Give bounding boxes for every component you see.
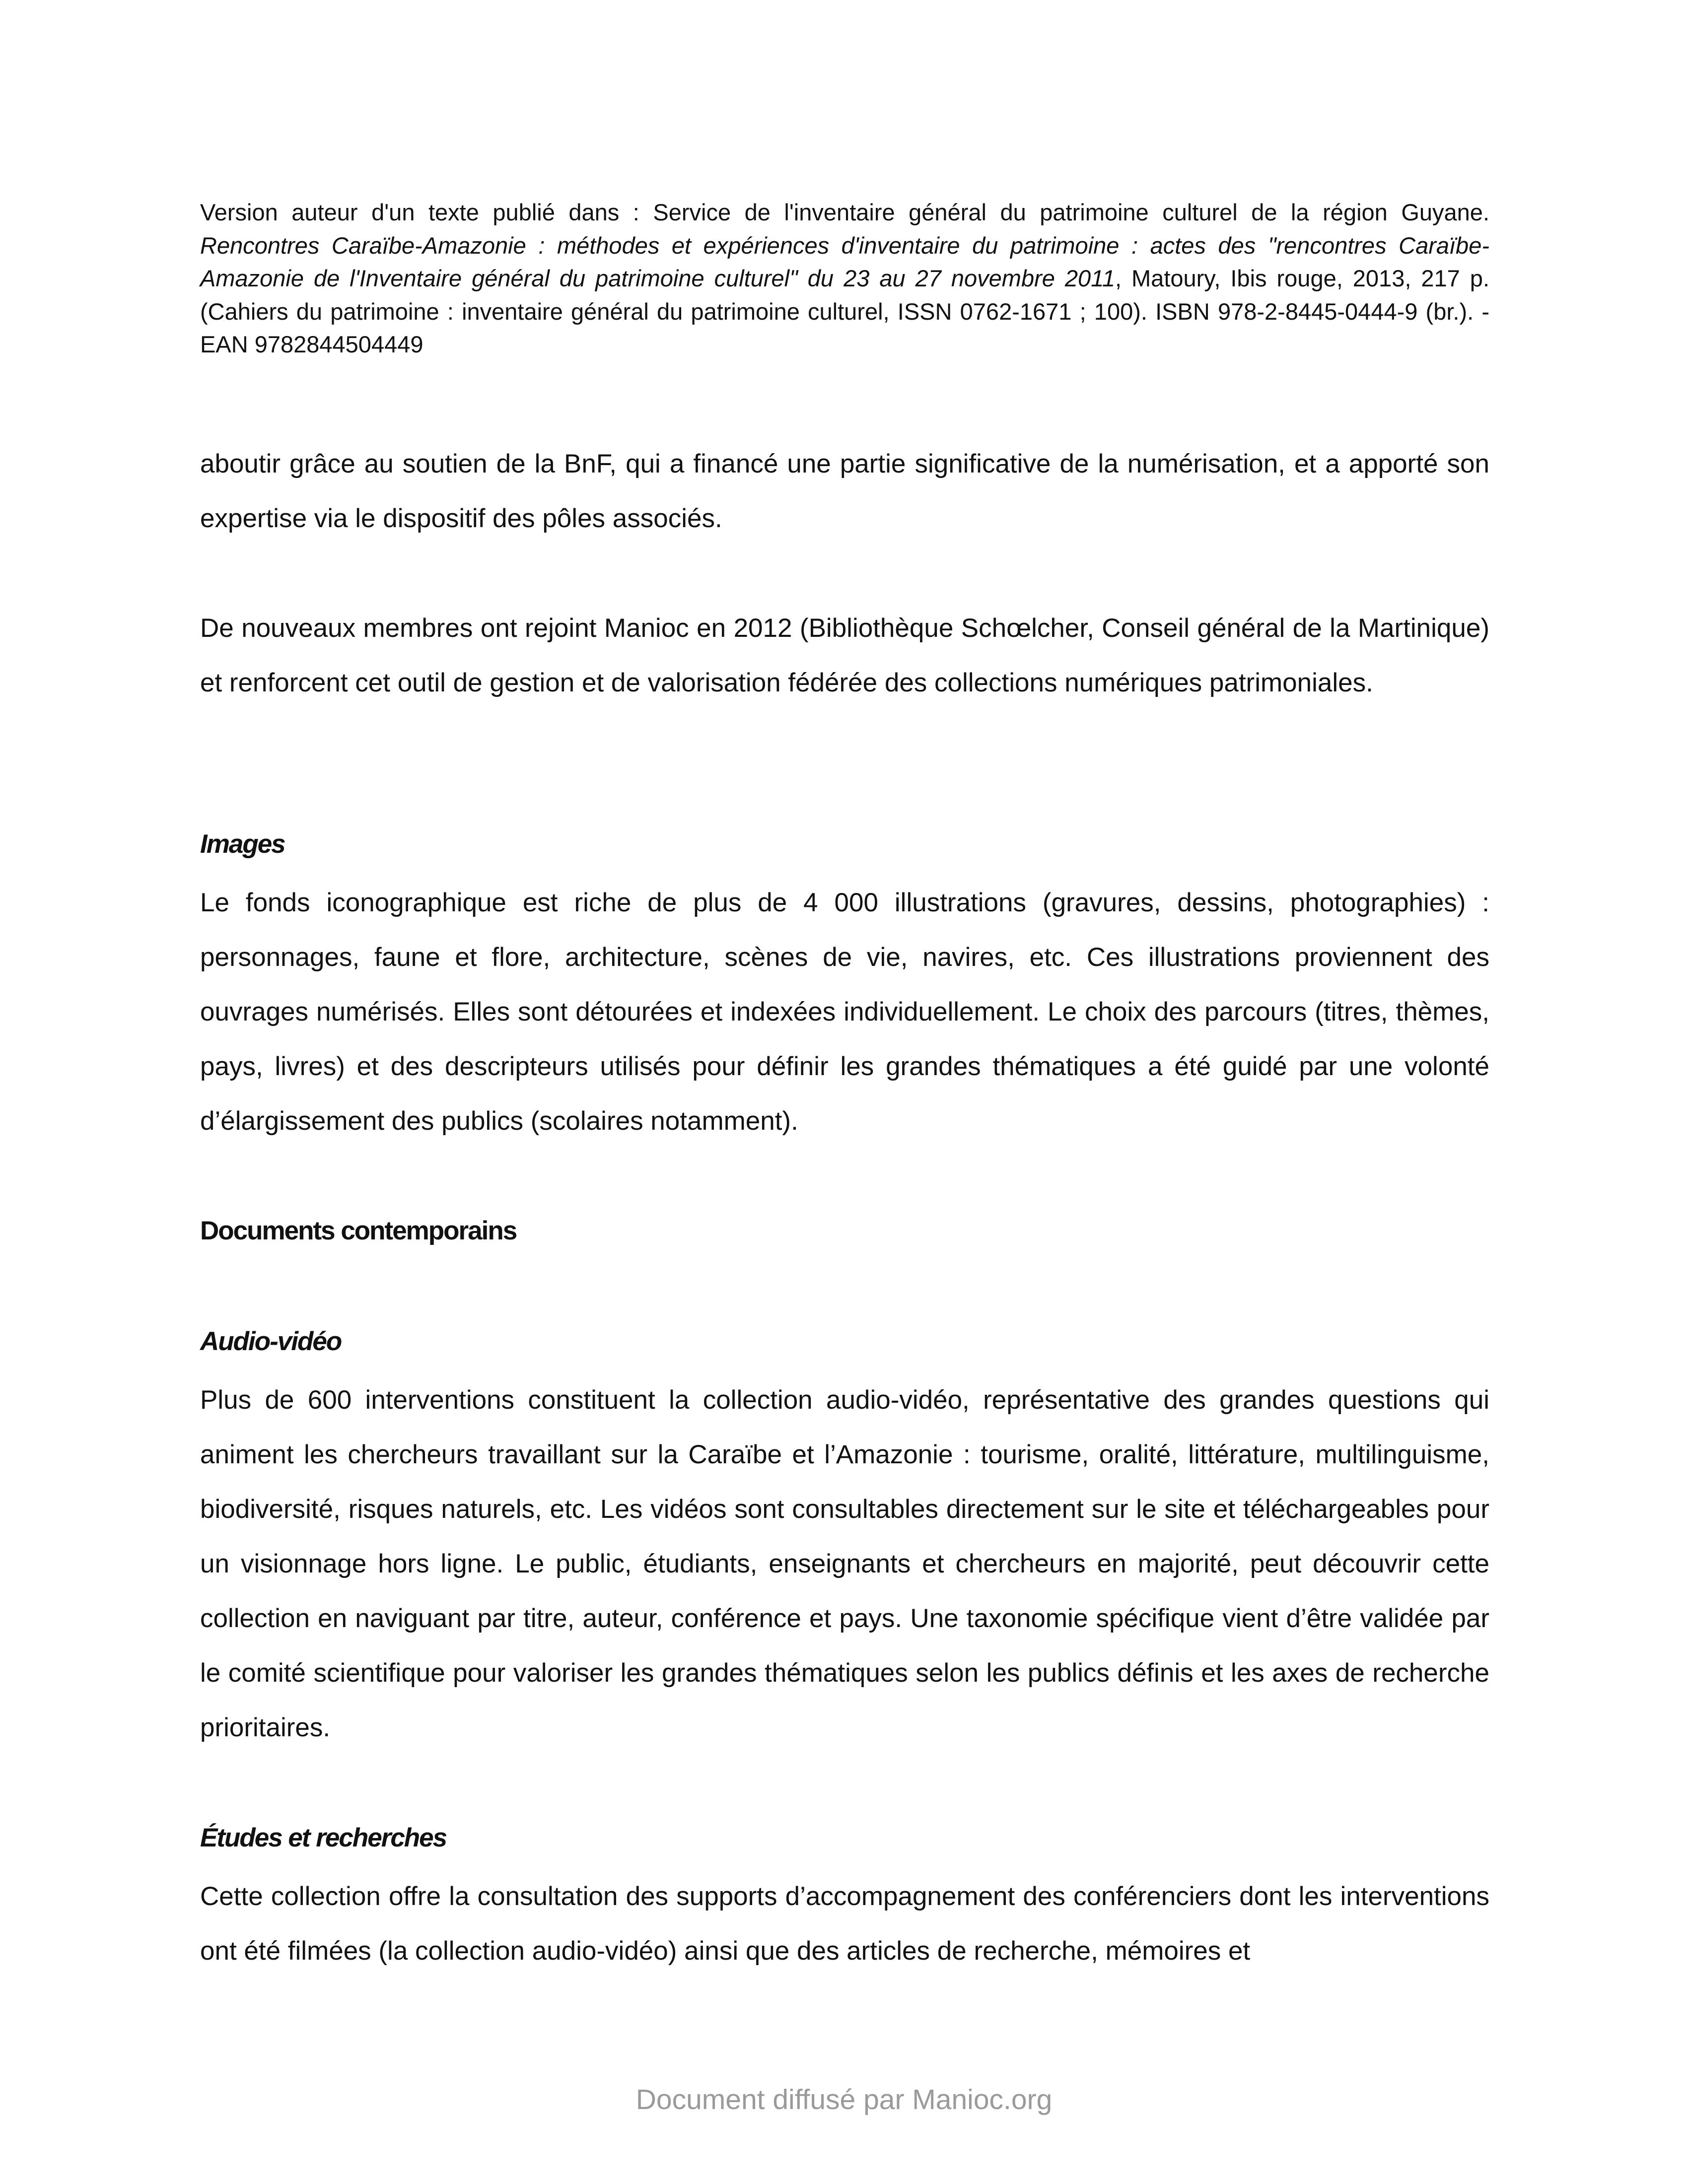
paragraph-new-members: De nouveaux membres ont rejoint Manioc en 2012 (Bibliothèque Schœlcher, Conseil général de la Martinique) et renforcent cet outil de gestion et de valorisation fédérée des collections numériques patrimoniales. <box>200 614 1489 697</box>
heading-etudes-recherches: Études et recherches <box>200 1823 447 1852</box>
paragraph-audio-video: Plus de 600 interventions constituent la collection audio-vidéo, représentative des grandes questions qui animent les chercheurs travaillant sur la Caraïbe et l’Amazonie : tourisme, oralité, littérature, multilinguisme, biodiversité, risques naturels, etc. Les vidéos sont consultables directement sur le site et téléchargeables pour un visionnage hors ligne. Le public, étudiants, enseignants et chercheurs en majorité, peut découvrir cette collection en naviguant par titre, auteur, conférence et pays. Une taxonomie spécifique vient d’être validée par le comité scientifique pour valoriser les grandes thématiques selon les publics définis et les axes de recherche prioritaires. <box>200 1385 1489 1742</box>
heading-documents-contemporains: Documents contemporains <box>200 1216 517 1245</box>
paragraph-intro: aboutir grâce au soutien de la BnF, qui a financé une partie significative de la numérisation, et a apporté son expertise via le dispositif des pôles associés. <box>200 449 1489 533</box>
paragraph-etudes-recherches: Cette collection offre la consultation des supports d’accompagnement des conférenciers dont les interventions ont été filmées (la collection audio-vidéo) ainsi que des articles de recherche, mémoires et <box>200 1882 1489 1966</box>
citation-publication: , Matoury, Ibis rouge, 2013, 217 p. (Cahiers du patrimoine : inventaire général du patrimoine culturel, ISSN 0762-1671 ; 100). ISBN 978-2-8445-0444-9 (br.). - EAN 9782844504449 <box>200 265 1489 357</box>
citation-text: Version auteur d'un texte publié dans : Service de l'inventaire général du patrimoine culturel de la région Guyane. <box>200 199 1489 225</box>
citation-block <box>200 196 1489 361</box>
citation-title: Rencontres Caraïbe-Amazonie : méthodes et expériences d'inventaire du patrimoine : actes des "rencontres Caraïbe-Amazonie de l'Inventaire général du patrimoine culturel" du 23 au 27 novembre 2011 <box>200 232 1489 291</box>
footer-attribution: Document diffusé par Manioc.org <box>635 2084 1053 2116</box>
heading-audio-video: Audio-vidéo <box>200 1327 342 1356</box>
paragraph-images: Le fonds iconographique est riche de plus de 4 000 illustrations (gravures, dessins, photographies) : personnages, faune et flore, architecture, scènes de vie, navires, etc. Ces illustrations proviennent des ouvrages numérisés. Elles sont détourées et indexées individuellement. Le choix des parcours (titres, thèmes, pays, livres) et des descripteurs utilisés pour définir les grandes thématiques a été guidé par une volonté d’élargissement des publics (scolaires notamment). <box>200 888 1489 1136</box>
heading-images: Images <box>200 829 285 859</box>
